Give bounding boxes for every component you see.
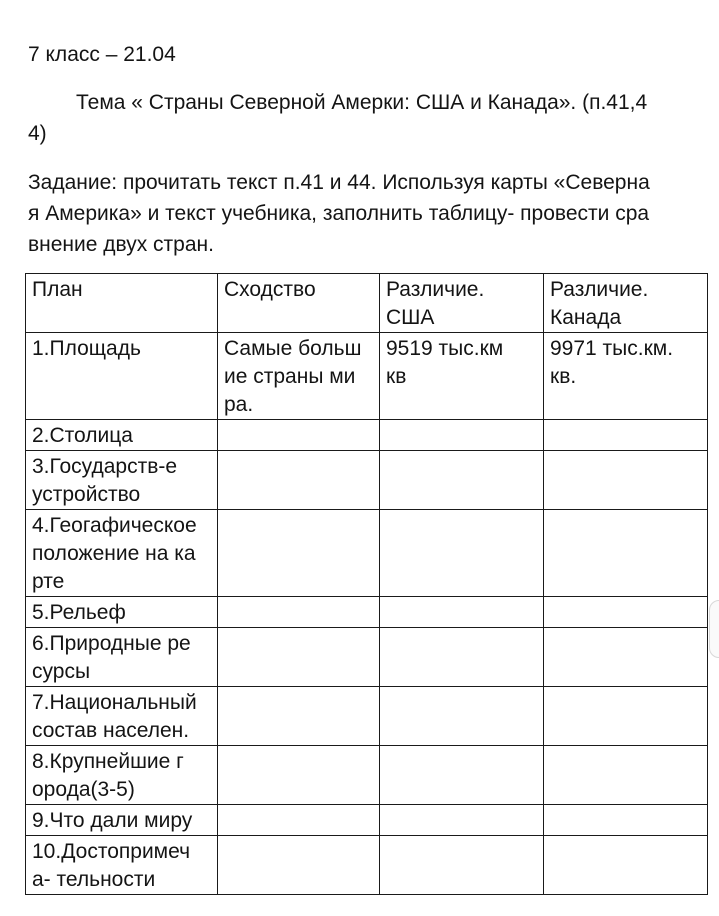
- cell-text-line: 5.Рельеф: [32, 601, 126, 624]
- header-plan: [26, 274, 218, 333]
- cell-text-line: Сходство: [224, 278, 316, 301]
- plan-cell: [26, 805, 218, 836]
- similarity-cell: [218, 510, 380, 597]
- usa-difference-cell: [380, 628, 544, 687]
- table-row: [26, 805, 708, 836]
- cell-text-line: кв.: [550, 365, 577, 388]
- cell-text-line: 8.Крупнейшие г: [32, 750, 184, 773]
- canada-difference-cell: [544, 510, 708, 597]
- table-row: [26, 451, 708, 510]
- similarity-cell: [218, 333, 380, 420]
- canada-difference-cell: [544, 420, 708, 451]
- similarity-cell: [218, 836, 380, 895]
- canada-difference-cell: [544, 597, 708, 628]
- usa-difference-cell: [380, 451, 544, 510]
- usa-difference-cell: [380, 510, 544, 597]
- table-row: [26, 746, 708, 805]
- canada-difference-cell: [544, 687, 708, 746]
- header-similarity: [218, 274, 380, 333]
- cell-text-line: 3.Государств-е: [32, 455, 178, 478]
- table-row: [26, 597, 708, 628]
- canada-difference-cell: [544, 333, 708, 420]
- cell-text-line: кв: [386, 365, 407, 388]
- canada-difference-cell: [544, 746, 708, 805]
- plan-cell: [26, 420, 218, 451]
- table-row: [26, 333, 708, 420]
- similarity-cell: [218, 687, 380, 746]
- cell-text-line: рте: [32, 570, 65, 593]
- similarity-cell: [218, 597, 380, 628]
- canada-difference-cell: [544, 805, 708, 836]
- plan-cell: [26, 333, 218, 420]
- usa-difference-cell: [380, 597, 544, 628]
- table-row: [26, 420, 708, 451]
- table-row: [26, 836, 708, 895]
- plan-cell: [26, 836, 218, 895]
- topic-line-continuation: 4): [28, 122, 47, 145]
- header-canada-difference: [544, 274, 708, 333]
- plan-cell: [26, 451, 218, 510]
- cell-text-line: Различие.: [550, 278, 649, 301]
- table-row: [26, 510, 708, 597]
- header-usa-difference: [380, 274, 544, 333]
- cell-text-line: 9971 тыс.км.: [550, 337, 674, 360]
- task-line: я Америка» и текст учебника, заполнить таблицу- провести сра: [28, 202, 650, 225]
- grade-date-line: 7 класс – 21.04: [28, 43, 176, 66]
- cell-text-line: 1.Площадь: [32, 337, 141, 360]
- cell-text-line: 6.Природные ре: [32, 632, 191, 655]
- plan-cell: [26, 628, 218, 687]
- cell-text-line: США: [386, 306, 435, 329]
- task-line: внение двух стран.: [28, 233, 214, 256]
- canada-difference-cell: [544, 836, 708, 895]
- cell-text-line: 7.Национальный: [32, 691, 197, 714]
- cell-text-line: 9.Что дали миру: [32, 809, 193, 832]
- cell-text-line: 4.Геогафическое: [32, 514, 197, 537]
- plan-cell: [26, 597, 218, 628]
- cell-text-line: устройство: [32, 483, 141, 506]
- usa-difference-cell: [380, 836, 544, 895]
- table-row: [26, 687, 708, 746]
- topic-line: Тема « Страны Северной Амерки: США и Канада». (п.41,4: [76, 91, 648, 114]
- usa-difference-cell: [380, 746, 544, 805]
- cell-text-line: ра.: [224, 393, 254, 416]
- similarity-cell: [218, 805, 380, 836]
- usa-difference-cell: [380, 420, 544, 451]
- cell-text-line: положение на ка: [32, 542, 196, 565]
- comparison-table: [25, 273, 708, 895]
- cell-text-line: 10.Достопримеч: [32, 840, 191, 863]
- cell-text-line: а- тельности: [32, 868, 156, 891]
- cell-text-line: Самые больш: [224, 337, 362, 360]
- table-header-row: [26, 274, 708, 333]
- task-line: Задание: прочитать текст п.41 и 44. Используя карты «Северна: [28, 171, 650, 194]
- canada-difference-cell: [544, 451, 708, 510]
- similarity-cell: [218, 746, 380, 805]
- usa-difference-cell: [380, 333, 544, 420]
- canada-difference-cell: [544, 628, 708, 687]
- similarity-cell: [218, 420, 380, 451]
- cell-text-line: 2.Столица: [32, 424, 133, 447]
- cell-text-line: 9519 тыс.км: [386, 337, 504, 360]
- cell-text-line: орода(3-5): [32, 778, 135, 801]
- plan-cell: [26, 510, 218, 597]
- cell-text-line: сурсы: [32, 660, 91, 683]
- cell-text-line: Различие.: [386, 278, 485, 301]
- cell-text-line: ие страны ми: [224, 365, 356, 388]
- plan-cell: [26, 746, 218, 805]
- plan-cell: [26, 687, 218, 746]
- cell-text-line: состав населен.: [32, 719, 190, 742]
- cell-text-line: План: [32, 278, 83, 301]
- usa-difference-cell: [380, 805, 544, 836]
- similarity-cell: [218, 628, 380, 687]
- page-edge-scroll-handle[interactable]: [709, 600, 719, 658]
- similarity-cell: [218, 451, 380, 510]
- cell-text-line: Канада: [550, 306, 622, 329]
- usa-difference-cell: [380, 687, 544, 746]
- table-row: [26, 628, 708, 687]
